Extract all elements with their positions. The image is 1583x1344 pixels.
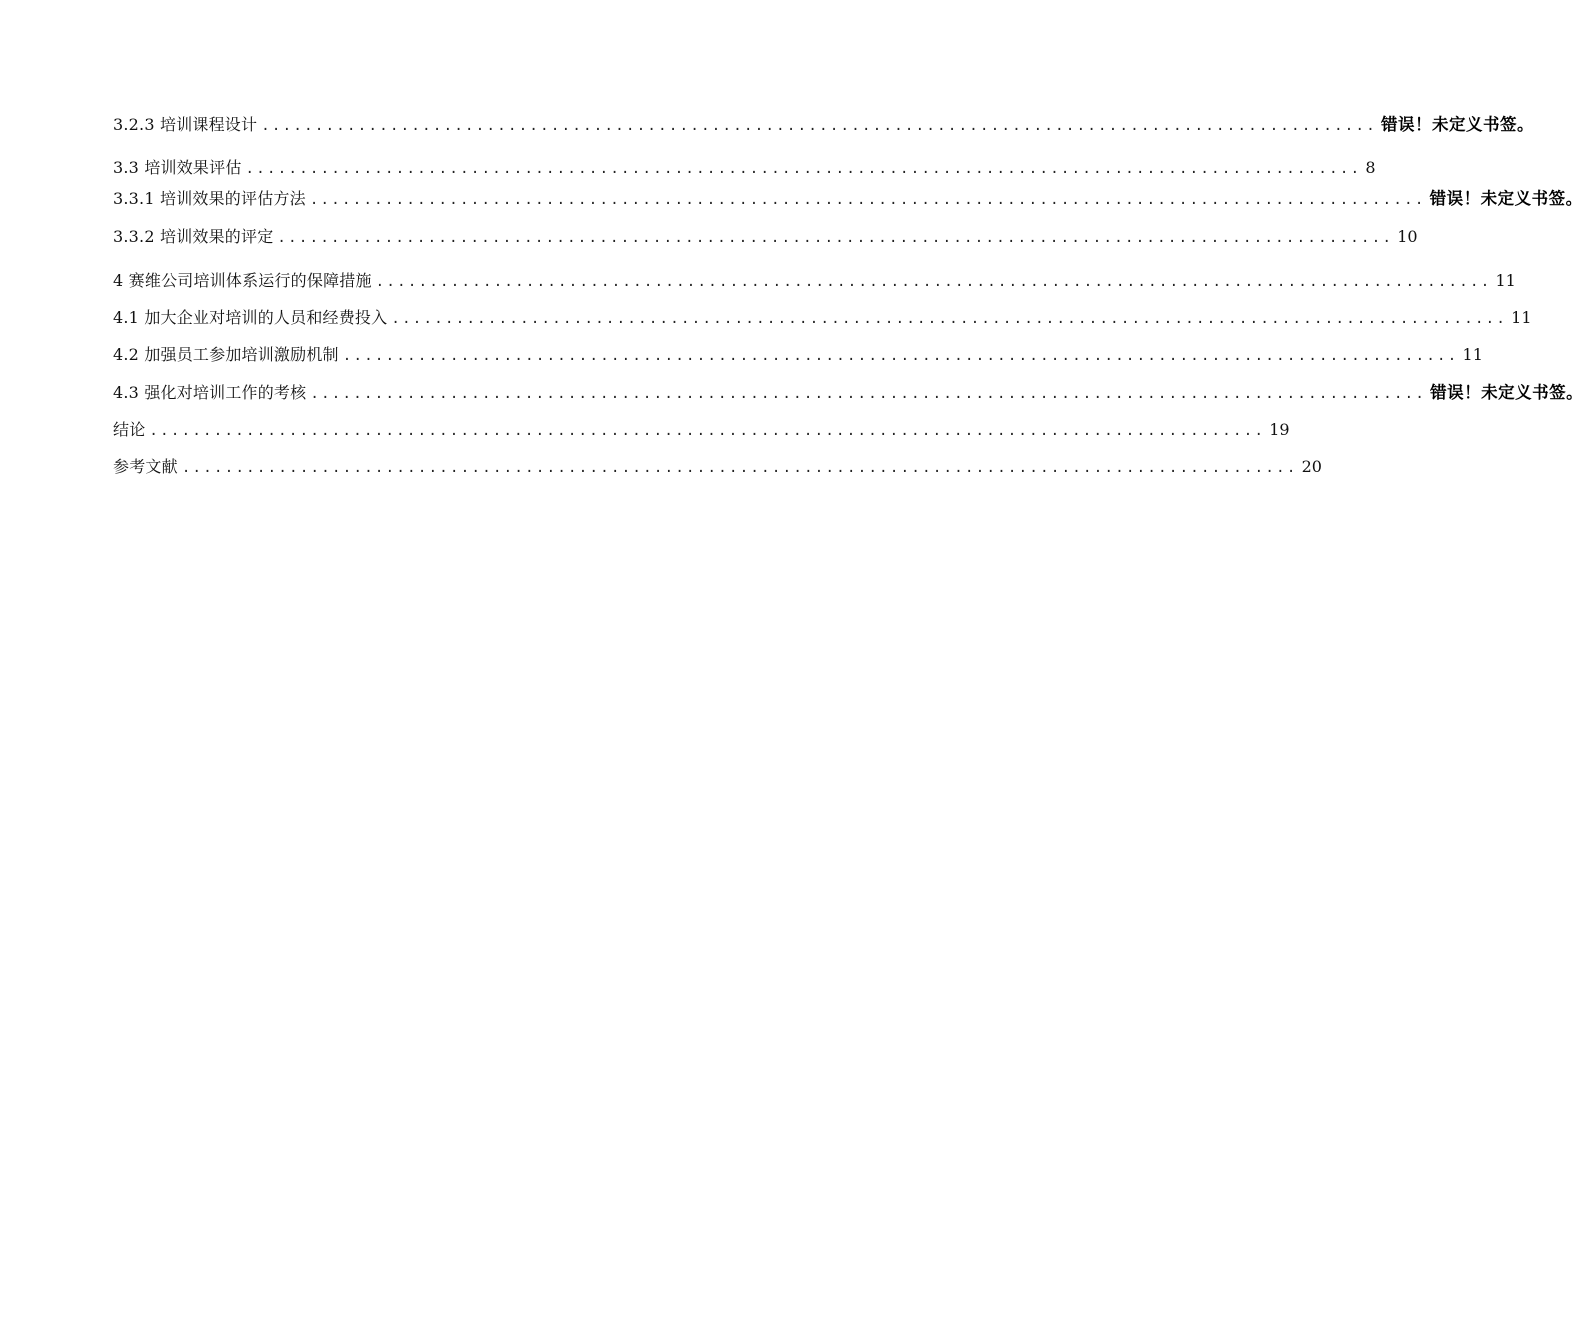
toc-entry-page: 8 <box>1365 158 1376 177</box>
toc-entry-title: 3.3.1 培训效果的评估方法 <box>113 189 306 208</box>
toc-entry-page: 11 <box>1511 308 1532 327</box>
toc-entry-title: 结论 <box>113 420 146 439</box>
toc-dot-leader: ........................................................................................................ <box>245 161 1362 177</box>
toc-entry-page: 20 <box>1301 457 1322 476</box>
toc-entry-page: 10 <box>1397 227 1418 246</box>
toc-entry[interactable] <box>113 112 1534 138</box>
toc-entry[interactable] <box>113 380 1583 406</box>
toc-dot-leader: ........................................................................................................ <box>391 311 1508 327</box>
toc-dot-leader: ........................................................................................................ <box>181 460 1298 476</box>
toc-entry[interactable] <box>113 342 1483 368</box>
toc-entry[interactable] <box>113 186 1583 212</box>
toc-dot-leader: ........................................................................................................ <box>342 348 1459 364</box>
toc-dot-leader: ........................................................................................................ <box>277 230 1394 246</box>
toc-entry[interactable] <box>113 155 1376 181</box>
toc-dot-leader: ........................................................................................................ <box>375 274 1492 290</box>
toc-entry-title: 4 赛维公司培训体系运行的保障措施 <box>113 271 372 290</box>
toc-entry[interactable] <box>113 417 1290 443</box>
toc-entry-title: 3.3 培训效果评估 <box>113 158 242 177</box>
toc-entry-title: 4.3 强化对培训工作的考核 <box>113 383 307 402</box>
toc-entry-title: 3.2.3 培训课程设计 <box>113 115 258 134</box>
toc-entry-page-error: 错误！未定义书签。 <box>1430 383 1583 402</box>
toc-dot-leader: ........................................................................................................ <box>309 192 1426 208</box>
toc-entry-title: 3.3.2 培训效果的评定 <box>113 227 274 246</box>
toc-entry-page: 19 <box>1269 420 1290 439</box>
toc-entry[interactable] <box>113 268 1516 294</box>
toc-entry[interactable] <box>113 454 1322 480</box>
toc-entry-page: 11 <box>1462 345 1483 364</box>
toc-entry-title: 4.1 加大企业对培训的人员和经费投入 <box>113 308 388 327</box>
toc-entry-page-error: 错误！未定义书签。 <box>1381 115 1534 134</box>
toc-entry[interactable] <box>113 305 1532 331</box>
toc-entry-title: 4.2 加强员工参加培训激励机制 <box>113 345 339 364</box>
toc-dot-leader: ........................................................................................................ <box>149 423 1266 439</box>
toc-dot-leader: ........................................................................................................ <box>310 386 1427 402</box>
toc-dot-leader: ........................................................................................................ <box>261 118 1377 134</box>
toc-entry-page-error: 错误！未定义书签。 <box>1429 189 1583 208</box>
toc-entry-title: 参考文献 <box>113 457 178 476</box>
toc-entry[interactable] <box>113 224 1418 250</box>
toc-entry-page: 11 <box>1495 271 1516 290</box>
